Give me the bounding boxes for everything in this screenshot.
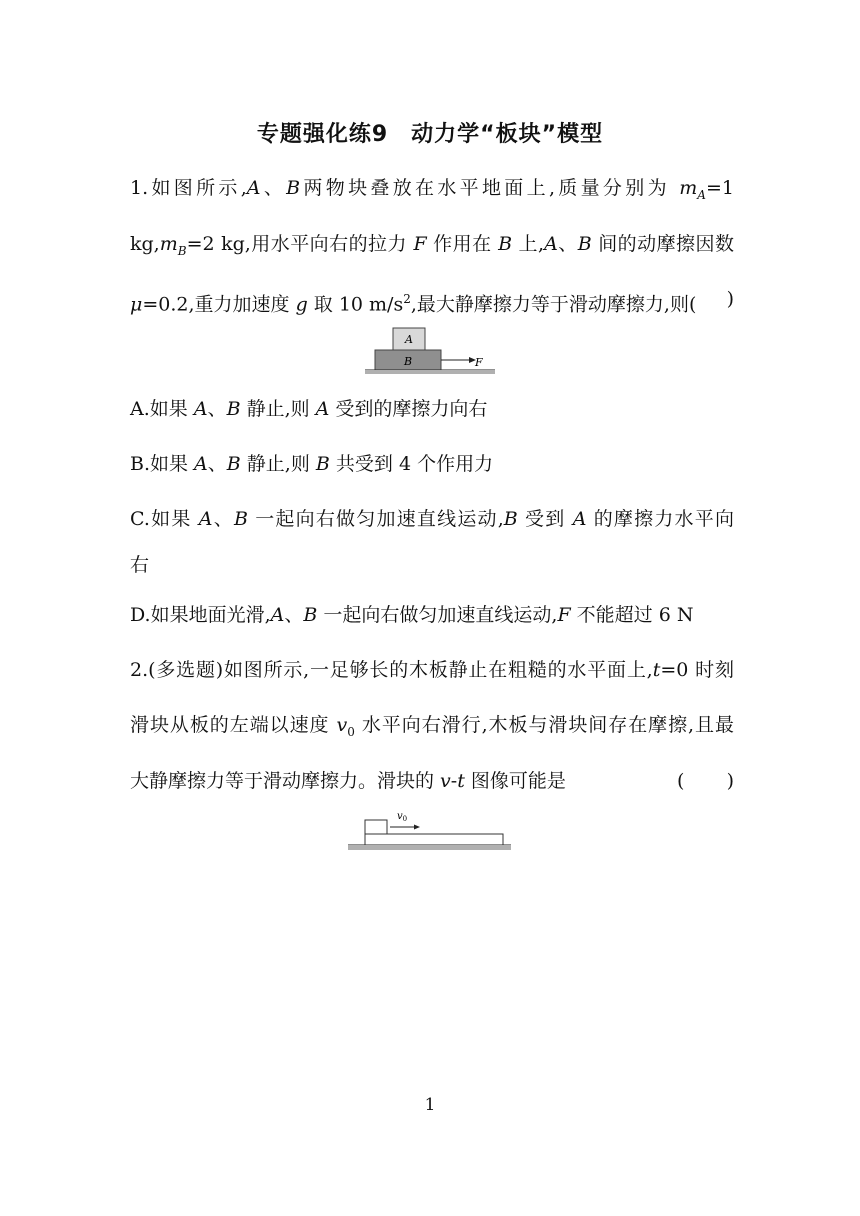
force-label: F [475,356,483,369]
slider-block [365,820,387,834]
ground-hatch [348,845,511,850]
q2-line-1: 2.(多选题)如图所示,一足够长的木板静止在粗糙的水平面上,t=0 时刻 [130,659,734,681]
q2-figure [348,808,518,854]
q1-option-b: B.如果 A、B 静止,则 B 共受到 4 个作用力 [130,453,494,475]
answer-bracket: ) [726,288,734,310]
page-title: 专题强化练9 动力学“板块”模型 [256,122,604,147]
q1-line-1: 1.如图所示,A、B两物块叠放在水平地面上,质量分别为 $m_A=1$ [130,177,734,202]
q1-option-c: C.如果 A、B 一起向右做匀加速直线运动,B 受到 A 的摩擦力水平向 [130,508,734,530]
answer-bracket-open: ( [677,770,685,792]
block-a-label: A [405,333,413,346]
q2-line-3: 大静摩擦力等于滑动摩擦力。滑块的 v-t 图像可能是 ( ) [130,770,734,792]
q1-figure [365,326,525,376]
q1-line-2: $kg,m_B=2$ kg,用水平向右的拉力 F 作用在 B 上,A、B 间的动摩擦因数 [130,233,734,258]
q2-line-2: 滑块从板的左端以速度 $v_0$ 水平向右滑行,木板与滑块间存在摩擦,且最 [130,714,734,739]
velocity-label: $v_0$ [397,811,408,823]
q1-line-3: μ=0.2,重力加速度 g 取 10 $m/s^2$,最大静摩擦力等于滑动摩擦力,则( ) [130,288,734,316]
q1-option-a: A.如果 A、B 静止,则 A 受到的摩擦力向右 [130,398,488,420]
block-b-label: B [404,355,413,368]
velocity-arrowhead [414,825,420,830]
q1-option-d: D.如果地面光滑,A、B 一起向右做匀加速直线运动,F 不能超过 6 N [130,604,694,626]
answer-bracket-close: ) [726,770,734,792]
ground-hatch [365,370,495,374]
q1-option-c-continued: 右 [130,554,150,576]
long-board [365,834,503,845]
page-number: 1 [424,1095,436,1115]
